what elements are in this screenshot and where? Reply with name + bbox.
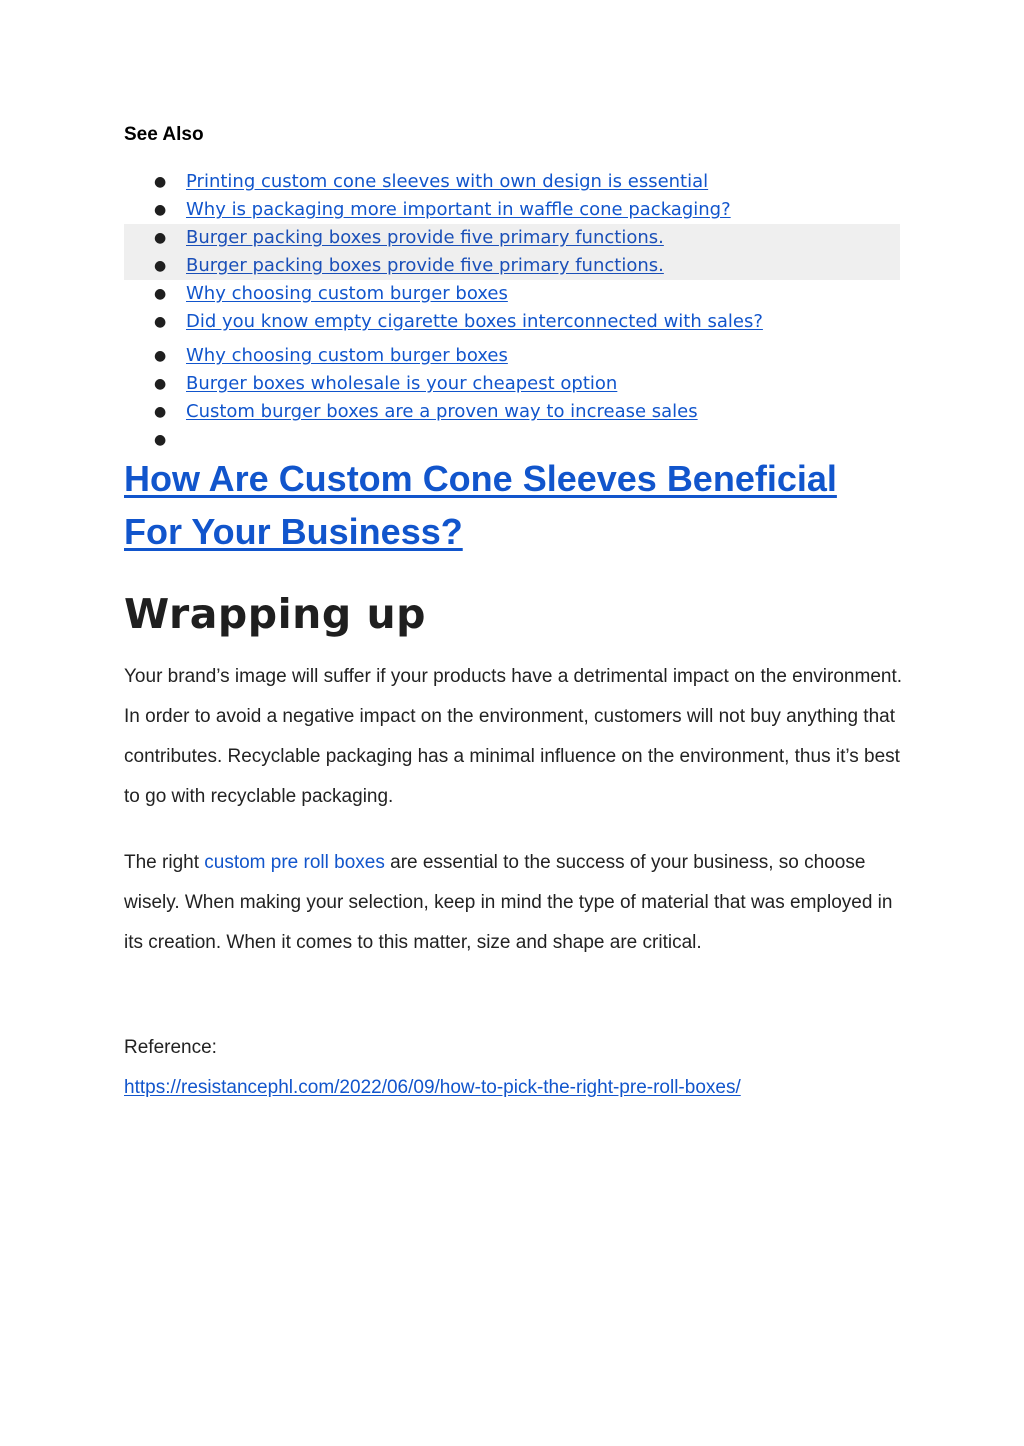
bullet-icon: ● bbox=[154, 286, 167, 302]
bullet-icon: ● bbox=[154, 404, 167, 420]
bullet-icon: ● bbox=[154, 258, 167, 274]
see-also-link[interactable]: Burger packing boxes provide five primary functions. bbox=[186, 227, 664, 248]
list-item bbox=[124, 224, 900, 252]
bullet-icon: ● bbox=[154, 202, 167, 218]
list-item bbox=[124, 252, 900, 280]
bullet-icon: ● bbox=[154, 376, 167, 392]
list-item bbox=[124, 196, 900, 224]
body-paragraph bbox=[124, 843, 904, 963]
see-also-link[interactable]: Why choosing custom burger boxes bbox=[186, 283, 508, 304]
list-item bbox=[124, 398, 900, 426]
section-heading: Wrapping up bbox=[124, 590, 426, 638]
feature-article-link[interactable]: How Are Custom Cone Sleeves Beneficial For Your Business? bbox=[124, 458, 837, 552]
list-item bbox=[124, 426, 900, 454]
paragraph-text: are essential to the success of your business, so choose wisely. When making your selection, keep in mind the type of material that was employed in its creation. When it comes to this matter, size and shape are critical. bbox=[124, 852, 893, 953]
reference-url-link[interactable]: https://resistancephl.com/2022/06/09/how-to-pick-the-right-pre-roll-boxes/ bbox=[124, 1077, 741, 1098]
bullet-icon: ● bbox=[154, 314, 167, 330]
list-item bbox=[124, 168, 900, 196]
bullet-icon: ● bbox=[154, 174, 167, 190]
see-also-link[interactable]: Printing custom cone sleeves with own design is essential bbox=[186, 171, 709, 192]
paragraph-text: The right bbox=[124, 852, 205, 873]
see-also-link[interactable]: Why is packaging more important in waffle cone packaging? bbox=[186, 199, 731, 220]
body-paragraph: Your brand’s image will suffer if your products have a detrimental impact on the environment. In order to avoid a negative impact on the environment, customers will not buy anything that contributes. Recyclable packaging has a minimal influence on the environment, thus it’s best to go with recyclable packaging. bbox=[124, 666, 903, 807]
reference-label: Reference: bbox=[124, 1037, 217, 1058]
see-also-list bbox=[124, 168, 900, 454]
bullet-icon: ● bbox=[154, 230, 167, 246]
list-item bbox=[124, 280, 900, 308]
bullet-icon: ● bbox=[154, 348, 167, 364]
see-also-link[interactable]: Burger packing boxes provide five primary functions. bbox=[186, 255, 664, 276]
list-item bbox=[124, 308, 900, 336]
see-also-link[interactable]: Burger boxes wholesale is your cheapest option bbox=[186, 373, 618, 394]
list-item bbox=[124, 342, 900, 370]
see-also-link[interactable]: Why choosing custom burger boxes bbox=[186, 345, 508, 366]
see-also-link[interactable]: Did you know empty cigarette boxes interconnected with sales? bbox=[186, 311, 763, 332]
custom-pre-roll-boxes-link[interactable]: custom pre roll boxes bbox=[204, 852, 385, 873]
see-also-link[interactable]: Custom burger boxes are a proven way to increase sales bbox=[186, 401, 698, 422]
see-also-heading: See Also bbox=[124, 124, 204, 145]
list-item bbox=[124, 370, 900, 398]
bullet-icon: ● bbox=[154, 432, 167, 448]
